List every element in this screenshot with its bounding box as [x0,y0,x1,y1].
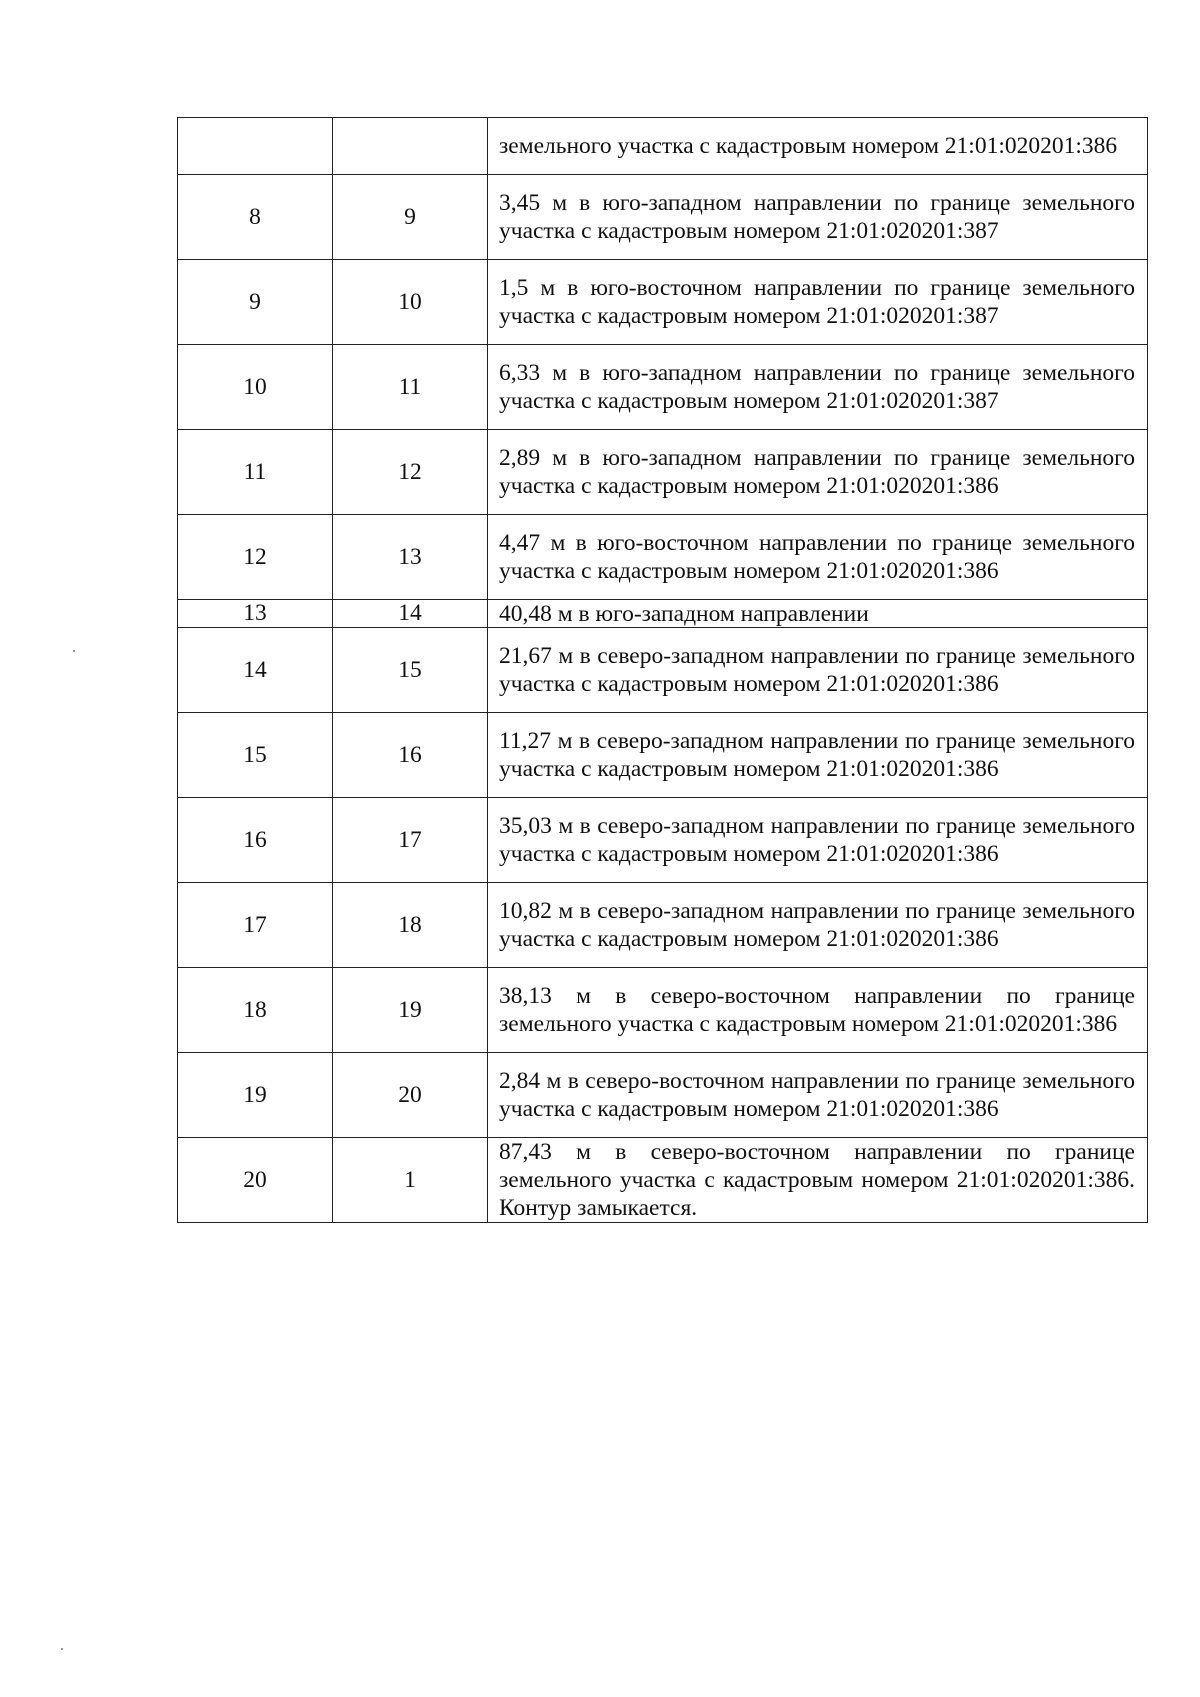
point-from-cell [178,118,333,175]
boundary-description-cell: 3,45 м в юго-западном направлении по границе земельного участка с кадастровым номером 21:01:020201:387 [488,175,1148,260]
boundary-description-cell: 10,82 м в северо-западном направлении по границе земельного участка с кадастровым номером 21:01:020201:386 [488,883,1148,968]
boundary-description-cell: 21,67 м в северо-западном направлении по границе земельного участка с кадастровым номером 21:01:020201:386 [488,628,1148,713]
point-from-cell: 10 [178,345,333,430]
point-from-cell: 14 [178,628,333,713]
table-row [178,345,1148,430]
table-row [178,798,1148,883]
point-to-cell: 1 [333,1138,488,1223]
point-from-cell: 9 [178,260,333,345]
boundary-description-cell: 11,27 м в северо-западном направлении по границе земельного участка с кадастровым номером 21:01:020201:386 [488,713,1148,798]
table-row [178,883,1148,968]
boundary-description-cell: 1,5 м в юго-восточном направлении по границе земельного участка с кадастровым номером 21:01:020201:387 [488,260,1148,345]
point-from-cell: 17 [178,883,333,968]
point-from-cell: 20 [178,1138,333,1223]
table-body [178,118,1148,1223]
point-from-cell: 11 [178,430,333,515]
point-from-cell: 19 [178,1053,333,1138]
boundary-description-cell: 2,84 м в северо-восточном направлении по границе земельного участка с кадастровым номером 21:01:020201:386 [488,1053,1148,1138]
table-row [178,175,1148,260]
point-to-cell: 11 [333,345,488,430]
boundary-description-table [177,117,1148,1223]
table-row [178,515,1148,600]
point-to-cell: 20 [333,1053,488,1138]
table-row [178,1053,1148,1138]
table-row [178,118,1148,175]
point-from-cell: 13 [178,600,333,628]
boundary-description-cell: 87,43 м в северо-восточном направлении по границе земельного участка с кадастровым номером 21:01:020201:386. Контур замыкается. [488,1138,1148,1223]
point-to-cell: 16 [333,713,488,798]
table-row [178,600,1148,628]
table-row [178,430,1148,515]
point-from-cell: 16 [178,798,333,883]
point-to-cell: 19 [333,968,488,1053]
point-to-cell: 13 [333,515,488,600]
table-row [178,713,1148,798]
table-row [178,628,1148,713]
scan-speck [73,650,75,652]
point-to-cell: 9 [333,175,488,260]
table-row [178,1138,1148,1223]
boundary-description-cell: 6,33 м в юго-западном направлении по границе земельного участка с кадастровым номером 21:01:020201:387 [488,345,1148,430]
boundary-description-cell: 38,13 м в северо-восточном направлении по границе земельного участка с кадастровым номером 21:01:020201:386 [488,968,1148,1053]
table-row [178,968,1148,1053]
point-to-cell: 10 [333,260,488,345]
point-from-cell: 12 [178,515,333,600]
boundary-description-cell: 35,03 м в северо-западном направлении по границе земельного участка с кадастровым номером 21:01:020201:386 [488,798,1148,883]
boundary-description-cell: 40,48 м в юго-западном направлении [488,600,1148,628]
point-to-cell: 12 [333,430,488,515]
point-from-cell: 15 [178,713,333,798]
boundary-description-cell: 2,89 м в юго-западном направлении по границе земельного участка с кадастровым номером 21:01:020201:386 [488,430,1148,515]
point-to-cell: 18 [333,883,488,968]
point-to-cell: 15 [333,628,488,713]
scan-speck [61,1648,63,1650]
boundary-description-cell: земельного участка с кадастровым номером 21:01:020201:386 [488,118,1148,175]
point-from-cell: 8 [178,175,333,260]
point-to-cell [333,118,488,175]
point-to-cell: 17 [333,798,488,883]
point-to-cell: 14 [333,600,488,628]
table-row [178,260,1148,345]
boundary-description-cell: 4,47 м в юго-восточном направлении по границе земельного участка с кадастровым номером 21:01:020201:386 [488,515,1148,600]
point-from-cell: 18 [178,968,333,1053]
